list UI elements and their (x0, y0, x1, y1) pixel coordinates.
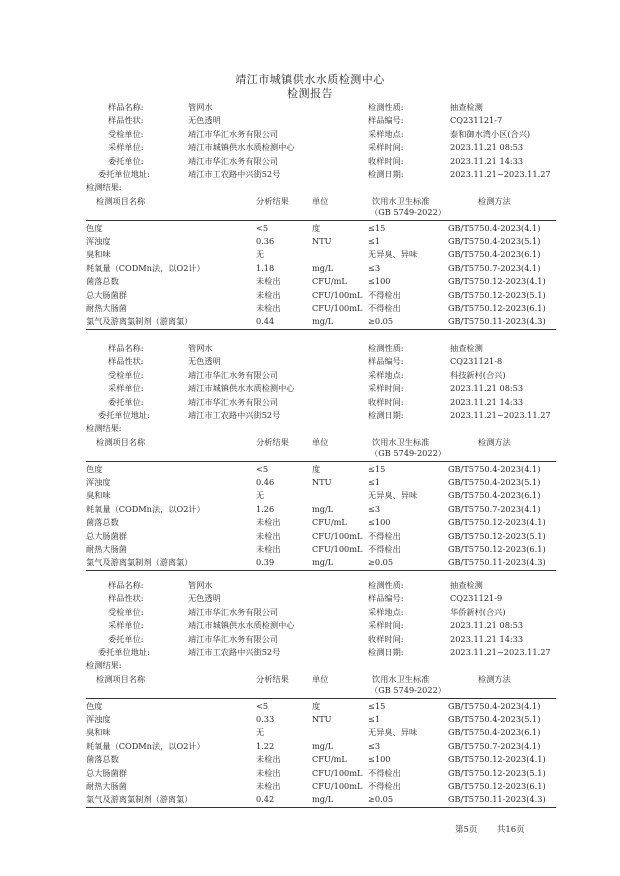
result-unit: CFU/mL (312, 754, 347, 765)
info-label: 委托单位地址: (98, 647, 150, 657)
info-row (86, 409, 556, 422)
table-row (86, 530, 556, 543)
result-method: GB/T5750.12-2023(6.1) (448, 303, 546, 313)
info-label: 收样时间: (368, 396, 404, 407)
info-value: 无色透明 (188, 115, 221, 126)
result-standard: ≤100 (368, 517, 391, 528)
result-standard: ≤15 (368, 222, 386, 233)
info-row (86, 382, 556, 395)
info-value: 2023.11.21 08:53 (450, 620, 524, 631)
info-value: CQ231121-8 (450, 356, 503, 367)
info-label: 采样单位: (108, 383, 144, 394)
result-method: GB/T5750.4-2023(6.1) (448, 727, 541, 738)
table-row (86, 302, 556, 315)
info-label: 检测性质: (368, 343, 404, 353)
table-row (86, 489, 556, 502)
info-label: 样品编号: (368, 115, 404, 126)
result-value: 未检出 (256, 544, 281, 554)
result-unit: NTU (312, 477, 332, 487)
table-row (86, 556, 556, 569)
result-unit: mg/L (312, 557, 334, 568)
result-method: GB/T5750.7-2023(4.1) (448, 503, 541, 514)
result-standard: 不得检出 (368, 544, 401, 554)
results-header-sub (86, 206, 556, 219)
result-method: GB/T5750.4-2023(5.1) (448, 236, 541, 246)
info-value: 管网水 (188, 343, 213, 353)
result-item: 臭和味 (86, 490, 111, 501)
sample-section (86, 576, 556, 816)
col-std-header: 饮用水卫生标准 (372, 195, 430, 206)
result-unit: CFU/100mL (312, 530, 363, 541)
result-method: GB/T5750.12-2023(4.1) (448, 754, 546, 765)
info-row (86, 619, 556, 632)
table-row (86, 740, 556, 753)
result-unit: mg/L (312, 794, 334, 805)
result-standard: ≤15 (368, 463, 386, 474)
info-row (86, 606, 556, 619)
info-value: 靖江市工农路中兴街52号 (188, 647, 281, 657)
table-row (86, 516, 556, 529)
result-value: 0.42 (256, 794, 275, 805)
info-value: 靖江市华汇水务有限公司 (188, 633, 279, 644)
result-method: GB/T5750.12-2023(6.1) (448, 781, 546, 791)
result-standard: 不得检出 (368, 289, 401, 300)
result-method: GB/T5750.4-2023(4.1) (448, 222, 541, 233)
result-unit: 度 (312, 463, 321, 474)
result-standard: 不得检出 (368, 303, 401, 313)
result-unit: CFU/100mL (312, 781, 363, 791)
info-row (86, 114, 556, 127)
result-method: GB/T5750.4-2023(4.1) (448, 463, 541, 474)
info-label: 样品性状: (108, 356, 144, 367)
info-label: 采样单位: (108, 142, 144, 153)
result-standard: 不得检出 (368, 781, 401, 791)
info-label: 样品性状: (108, 593, 144, 604)
info-label: 委托单位: (108, 155, 144, 166)
result-value: 未检出 (256, 276, 281, 287)
result-unit: mg/L (312, 740, 334, 751)
result-item: 臭和味 (86, 727, 111, 738)
result-value: 0.39 (256, 557, 275, 568)
result-value: <5 (256, 463, 269, 474)
table-row (86, 700, 556, 713)
info-value: 靖江市城镇供水水质检测中心 (188, 383, 295, 394)
info-value: 2023.11.21 08:53 (450, 383, 524, 394)
result-standard: ≥0.05 (368, 316, 394, 327)
org-title: 靖江市城镇供水水质检测中心 (235, 73, 385, 86)
table-row (86, 275, 556, 288)
result-item: 耗氧量（CODMn法，以O2计） (86, 262, 205, 273)
info-value: 泰和御水湾小区(合兴) (450, 128, 531, 139)
results-label: 检测结果: (86, 182, 122, 193)
table-row (86, 793, 556, 806)
info-value: 靖江市华汇水务有限公司 (188, 128, 279, 139)
result-standard: ≤15 (368, 700, 386, 711)
table-row (86, 543, 556, 556)
info-row (86, 633, 556, 646)
result-standard: 不得检出 (368, 530, 401, 541)
info-label: 检测性质: (368, 102, 404, 112)
result-method: GB/T5750.12-2023(6.1) (448, 544, 546, 554)
info-value: 管网水 (188, 580, 213, 590)
info-label: 样品名称: (108, 580, 144, 590)
table-row (86, 463, 556, 476)
table-row (86, 289, 556, 302)
col-method-header: 检测方法 (478, 436, 511, 447)
result-value: 未检出 (256, 767, 281, 778)
result-item: 耐热大肠菌 (86, 303, 127, 313)
table-row (86, 503, 556, 516)
report-title: 检测报告 (287, 87, 333, 100)
col-method-header: 检测方法 (478, 673, 511, 684)
table-rule (86, 329, 556, 330)
result-item: 浑浊度 (86, 236, 111, 246)
info-label: 采样时间: (368, 620, 404, 631)
info-value: 2023.11.21~2023.11.27 (450, 169, 551, 179)
table-row (86, 713, 556, 726)
info-row (86, 396, 556, 409)
table-row (86, 767, 556, 780)
result-item: 氯气及游离氯制剂（游离氯） (86, 316, 193, 327)
info-value: 2023.11.21 08:53 (450, 142, 524, 153)
result-item: 耐热大肠菌 (86, 544, 127, 554)
page-total: 共16页 (496, 825, 525, 835)
result-value: 无 (256, 727, 265, 738)
info-label: 采样时间: (368, 142, 404, 153)
info-label: 采样时间: (368, 383, 404, 394)
info-label: 样品编号: (368, 356, 404, 367)
table-rule (86, 807, 556, 808)
info-label: 样品名称: (108, 102, 144, 112)
info-value: 管网水 (188, 102, 213, 112)
info-row (86, 155, 556, 168)
result-value: 未检出 (256, 517, 281, 528)
info-value: 2023.11.21 14:33 (450, 396, 524, 407)
info-label: 委托单位: (108, 633, 144, 644)
result-unit: CFU/100mL (312, 289, 363, 300)
result-item: 总大肠菌群 (86, 289, 127, 300)
sample-section (86, 339, 556, 579)
info-value: 2023.11.21 14:33 (450, 633, 524, 644)
results-header-sub (86, 447, 556, 460)
result-item: 菌落总数 (86, 517, 119, 528)
result-method: GB/T5750.12-2023(4.1) (448, 276, 546, 287)
info-row (86, 369, 556, 382)
result-unit: CFU/mL (312, 276, 347, 287)
result-standard: ≤100 (368, 754, 391, 765)
result-value: 1.26 (256, 503, 275, 514)
result-value: 未检出 (256, 754, 281, 765)
info-value: 靖江市城镇供水水质检测中心 (188, 142, 295, 153)
info-label: 采样地点: (368, 128, 404, 139)
result-item: 浑浊度 (86, 477, 111, 487)
info-label: 受检单位: (108, 128, 144, 139)
info-label: 采样地点: (368, 606, 404, 617)
info-value: 2023.11.21~2023.11.27 (450, 647, 551, 657)
result-value: 无 (256, 490, 265, 501)
result-value: 0.36 (256, 236, 275, 246)
result-unit: mg/L (312, 503, 334, 514)
table-rule (86, 698, 556, 699)
info-row (86, 579, 556, 592)
result-item: 总大肠菌群 (86, 530, 127, 541)
info-value: 抽查检测 (450, 343, 483, 353)
result-value: <5 (256, 700, 269, 711)
table-rule (86, 220, 556, 221)
result-unit: mg/L (312, 262, 334, 273)
page-number: 第5页 (455, 825, 478, 835)
info-label: 收样时间: (368, 155, 404, 166)
page-footer (455, 823, 525, 835)
table-rule (86, 570, 556, 571)
table-row (86, 262, 556, 275)
result-method: GB/T5750.4-2023(5.1) (448, 477, 541, 487)
info-value: CQ231121-9 (450, 593, 503, 604)
result-unit: 度 (312, 700, 321, 711)
result-item: 耐热大肠菌 (86, 781, 127, 791)
result-value: <5 (256, 222, 269, 233)
info-label: 委托单位地址: (98, 169, 150, 179)
col-std-header: 饮用水卫生标准 (372, 436, 430, 447)
col-result-header: 分析结果 (256, 673, 289, 684)
result-item: 耗氧量（CODMn法，以O2计） (86, 740, 205, 751)
result-standard: ≤3 (368, 262, 381, 273)
info-value: 2023.11.21~2023.11.27 (450, 410, 551, 420)
info-label: 检测日期: (368, 647, 404, 657)
result-method: GB/T5750.7-2023(4.1) (448, 262, 541, 273)
info-value: 科技新村(合兴) (450, 369, 506, 380)
info-label: 样品编号: (368, 593, 404, 604)
col-item-header: 检测项目名称 (96, 195, 146, 206)
result-item: 色度 (86, 463, 103, 474)
col-item-header: 检测项目名称 (96, 436, 146, 447)
result-value: 无 (256, 249, 265, 260)
info-label: 受检单位: (108, 606, 144, 617)
info-value: 华侨新村(合兴) (450, 606, 506, 617)
table-row (86, 753, 556, 766)
info-value: 靖江市工农路中兴街52号 (188, 169, 281, 179)
result-item: 菌落总数 (86, 276, 119, 287)
result-item: 色度 (86, 700, 103, 711)
result-value: 0.33 (256, 714, 275, 724)
result-value: 未检出 (256, 303, 281, 313)
info-label: 采样单位: (108, 620, 144, 631)
result-method: GB/T5750.12-2023(5.1) (448, 289, 546, 300)
result-standard: 无异臭、异味 (368, 727, 418, 738)
result-method: GB/T5750.11-2023(4.3) (448, 794, 546, 805)
info-label: 受检单位: (108, 369, 144, 380)
sample-section (86, 98, 556, 338)
result-unit: NTU (312, 714, 332, 724)
result-method: GB/T5750.7-2023(4.1) (448, 740, 541, 751)
info-label: 采样地点: (368, 369, 404, 380)
result-item: 浑浊度 (86, 714, 111, 724)
result-standard: 无异臭、异味 (368, 249, 418, 260)
result-unit: NTU (312, 236, 332, 246)
col-std-subheader: （GB 5749-2022） (370, 685, 446, 696)
result-method: GB/T5750.4-2023(5.1) (448, 714, 541, 724)
info-row (86, 101, 556, 114)
result-item: 氯气及游离氯制剂（游离氯） (86, 557, 193, 568)
col-result-header: 分析结果 (256, 436, 289, 447)
info-value: 靖江市华汇水务有限公司 (188, 369, 279, 380)
table-row (86, 476, 556, 489)
info-value: 靖江市城镇供水水质检测中心 (188, 620, 295, 631)
result-value: 1.18 (256, 262, 275, 273)
result-unit: mg/L (312, 316, 334, 327)
result-method: GB/T5750.12-2023(5.1) (448, 530, 546, 541)
result-value: 1.22 (256, 740, 275, 751)
info-label: 检测日期: (368, 410, 404, 420)
info-value: 靖江市华汇水务有限公司 (188, 396, 279, 407)
info-label: 收样时间: (368, 633, 404, 644)
info-row (86, 342, 556, 355)
result-value: 未检出 (256, 289, 281, 300)
col-result-header: 分析结果 (256, 195, 289, 206)
results-label: 检测结果: (86, 423, 122, 434)
result-value: 未检出 (256, 530, 281, 541)
result-item: 总大肠菌群 (86, 767, 127, 778)
info-row (86, 141, 556, 154)
table-rule (86, 461, 556, 462)
info-row (86, 355, 556, 368)
results-header-sub (86, 684, 556, 697)
result-standard: 不得检出 (368, 767, 401, 778)
info-row (86, 646, 556, 659)
result-standard: 无异臭、异味 (368, 490, 418, 501)
info-value: 靖江市华汇水务有限公司 (188, 155, 279, 166)
info-value: 无色透明 (188, 593, 221, 604)
result-method: GB/T5750.4-2023(4.1) (448, 700, 541, 711)
col-std-subheader: （GB 5749-2022） (370, 448, 446, 459)
info-label: 样品名称: (108, 343, 144, 353)
result-method: GB/T5750.4-2023(6.1) (448, 490, 541, 501)
result-method: GB/T5750.12-2023(5.1) (448, 767, 546, 778)
result-method: GB/T5750.11-2023(4.3) (448, 557, 546, 568)
info-value: 抽查检测 (450, 580, 483, 590)
col-unit-header: 单位 (312, 436, 329, 447)
table-row (86, 315, 556, 328)
table-row (86, 222, 556, 235)
info-label: 委托单位地址: (98, 410, 150, 420)
col-std-subheader: （GB 5749-2022） (370, 207, 446, 218)
result-item: 耗氧量（CODMn法，以O2计） (86, 503, 205, 514)
info-label: 委托单位: (108, 396, 144, 407)
info-label: 检测性质: (368, 580, 404, 590)
info-value: 靖江市华汇水务有限公司 (188, 606, 279, 617)
col-item-header: 检测项目名称 (96, 673, 146, 684)
result-item: 色度 (86, 222, 103, 233)
result-value: 未检出 (256, 781, 281, 791)
result-standard: ≤1 (368, 236, 381, 246)
info-value: 靖江市工农路中兴街52号 (188, 410, 281, 420)
result-unit: CFU/100mL (312, 767, 363, 778)
results-label: 检测结果: (86, 660, 122, 671)
col-unit-header: 单位 (312, 673, 329, 684)
result-unit: 度 (312, 222, 321, 233)
result-item: 菌落总数 (86, 754, 119, 765)
result-method: GB/T5750.11-2023(4.3) (448, 316, 546, 327)
col-method-header: 检测方法 (478, 195, 511, 206)
result-method: GB/T5750.4-2023(6.1) (448, 249, 541, 260)
result-unit: CFU/100mL (312, 544, 363, 554)
info-value: 抽查检测 (450, 102, 483, 112)
info-row (86, 592, 556, 605)
info-label: 样品性状: (108, 115, 144, 126)
table-row (86, 726, 556, 739)
result-item: 氯气及游离氯制剂（游离氯） (86, 794, 193, 805)
info-value: 2023.11.21 14:33 (450, 155, 524, 166)
result-method: GB/T5750.12-2023(4.1) (448, 517, 546, 528)
col-std-header: 饮用水卫生标准 (372, 673, 430, 684)
result-standard: ≤1 (368, 477, 381, 487)
result-standard: ≤100 (368, 276, 391, 287)
result-standard: ≤3 (368, 503, 381, 514)
result-value: 0.46 (256, 477, 275, 487)
info-value: CQ231121-7 (450, 115, 503, 126)
table-row (86, 780, 556, 793)
result-unit: CFU/mL (312, 517, 347, 528)
result-item: 臭和味 (86, 249, 111, 260)
result-value: 0.44 (256, 316, 275, 327)
info-row (86, 168, 556, 181)
result-standard: ≥0.05 (368, 794, 394, 805)
result-standard: ≤1 (368, 714, 381, 724)
info-label: 检测日期: (368, 169, 404, 179)
table-row (86, 235, 556, 248)
col-unit-header: 单位 (312, 195, 329, 206)
info-value: 无色透明 (188, 356, 221, 367)
result-unit: CFU/100mL (312, 303, 363, 313)
info-row (86, 128, 556, 141)
table-row (86, 248, 556, 261)
result-standard: ≤3 (368, 740, 381, 751)
result-standard: ≥0.05 (368, 557, 394, 568)
